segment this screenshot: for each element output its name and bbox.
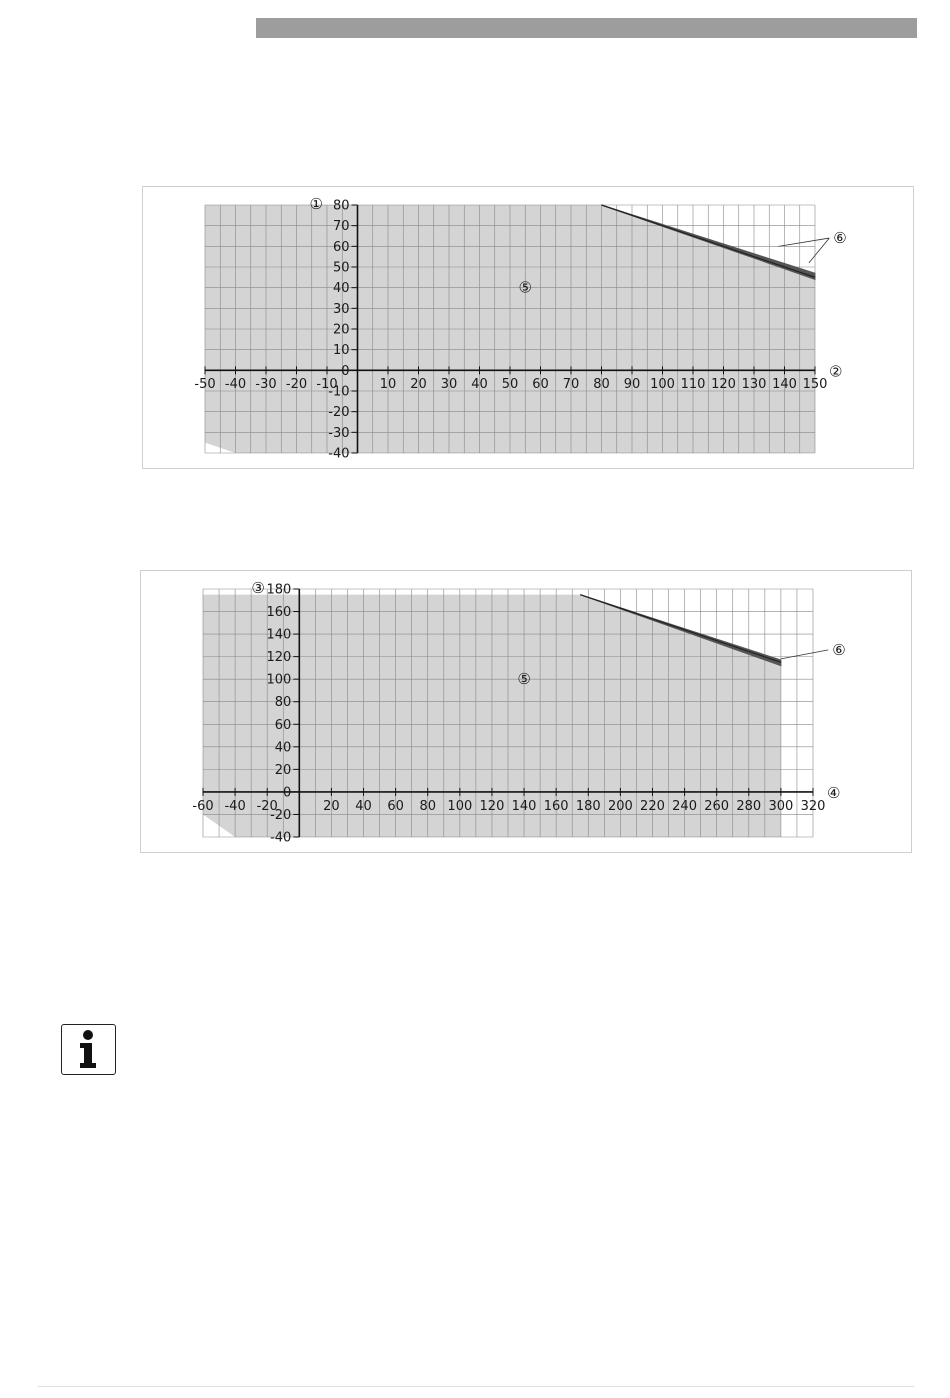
x-tick-label: 20 — [410, 377, 427, 392]
y-tick-label: 160 — [266, 605, 292, 621]
info-icon — [61, 1024, 116, 1075]
y-tick-label: 120 — [266, 650, 292, 666]
y-tick-label: -10 — [328, 384, 350, 400]
x-tick-label: 20 — [323, 799, 340, 814]
chart-2-band-leader — [781, 650, 828, 659]
x-tick-label: -20 — [256, 799, 278, 814]
y-tick-label: 60 — [332, 239, 350, 255]
chart-1-region-callout: ⑤ — [518, 278, 532, 297]
x-tick-label: 180 — [575, 799, 601, 814]
y-tick-label: 180 — [266, 582, 292, 598]
x-tick-label: 150 — [802, 377, 828, 392]
y-tick-label: 10 — [332, 343, 350, 359]
chart-1-x-axis-callout: ② — [829, 362, 843, 381]
x-tick-label: 100 — [650, 377, 675, 392]
x-tick-label: 110 — [680, 377, 706, 392]
x-tick-label: 40 — [355, 799, 372, 814]
y-tick-label: 40 — [332, 281, 350, 297]
x-tick-label: 120 — [479, 799, 505, 814]
info-glyph — [62, 1025, 114, 1073]
y-tick-label: -20 — [270, 807, 292, 823]
x-tick-label: -40 — [224, 377, 247, 392]
x-tick-label: 160 — [543, 799, 569, 814]
y-tick-label: -40 — [270, 830, 292, 846]
x-tick-label: 120 — [711, 377, 736, 392]
x-tick-label: -10 — [316, 377, 338, 392]
x-tick-label: 320 — [800, 799, 826, 814]
x-tick-label: -50 — [194, 377, 216, 392]
y-tick-label: 60 — [274, 717, 292, 733]
y-tick-label: -40 — [328, 446, 350, 462]
chart-2-y-axis-callout: ③ — [251, 579, 265, 597]
x-tick-label: 280 — [736, 799, 762, 814]
x-tick-label: 60 — [532, 377, 549, 392]
y-tick-label: 80 — [274, 695, 292, 711]
y-tick-label: 70 — [332, 219, 350, 235]
x-tick-label: 130 — [741, 377, 767, 392]
x-tick-label: 140 — [511, 799, 537, 814]
x-tick-label: 260 — [704, 799, 730, 814]
y-tick-label: 0 — [341, 363, 350, 379]
x-tick-label: 100 — [447, 799, 473, 814]
chart-1-y-axis-callout: ① — [309, 195, 323, 213]
y-tick-label: 20 — [332, 322, 350, 338]
x-tick-label: 80 — [593, 377, 610, 392]
x-tick-label: 10 — [379, 377, 397, 392]
chart-2-region-callout: ⑤ — [517, 670, 531, 689]
x-tick-label: 200 — [607, 799, 633, 814]
x-tick-label: -40 — [224, 799, 246, 814]
y-tick-label: 30 — [332, 301, 350, 317]
y-tick-label: -30 — [328, 425, 350, 441]
y-tick-label: 0 — [283, 785, 292, 801]
x-tick-label: 60 — [387, 799, 404, 814]
y-tick-label: 80 — [332, 198, 350, 214]
chart-2-x-axis-callout: ④ — [827, 783, 841, 802]
x-tick-label: 240 — [672, 799, 697, 814]
x-tick-label: -20 — [285, 377, 308, 392]
y-tick-label: -20 — [328, 405, 350, 421]
x-tick-label: 220 — [640, 799, 665, 814]
chart-1-band-callout: ⑥ — [833, 229, 847, 248]
x-tick-label: 90 — [623, 377, 641, 392]
y-tick-label: 20 — [274, 762, 292, 778]
x-tick-label: 70 — [562, 377, 580, 392]
x-tick-label: 50 — [501, 377, 519, 392]
chart-2-band-callout: ⑥ — [832, 640, 846, 659]
x-tick-label: 80 — [419, 799, 437, 814]
x-tick-label: 40 — [471, 377, 488, 392]
y-tick-label: 140 — [266, 627, 292, 643]
x-tick-label: -60 — [192, 799, 214, 814]
x-tick-label: 300 — [768, 799, 794, 814]
x-tick-label: 140 — [772, 377, 797, 392]
y-tick-label: 50 — [332, 260, 350, 276]
x-tick-label: -30 — [255, 377, 277, 392]
y-tick-label: 40 — [274, 740, 292, 756]
footer-divider — [38, 1386, 914, 1387]
y-tick-label: 100 — [266, 672, 292, 688]
x-tick-label: 30 — [440, 377, 458, 392]
